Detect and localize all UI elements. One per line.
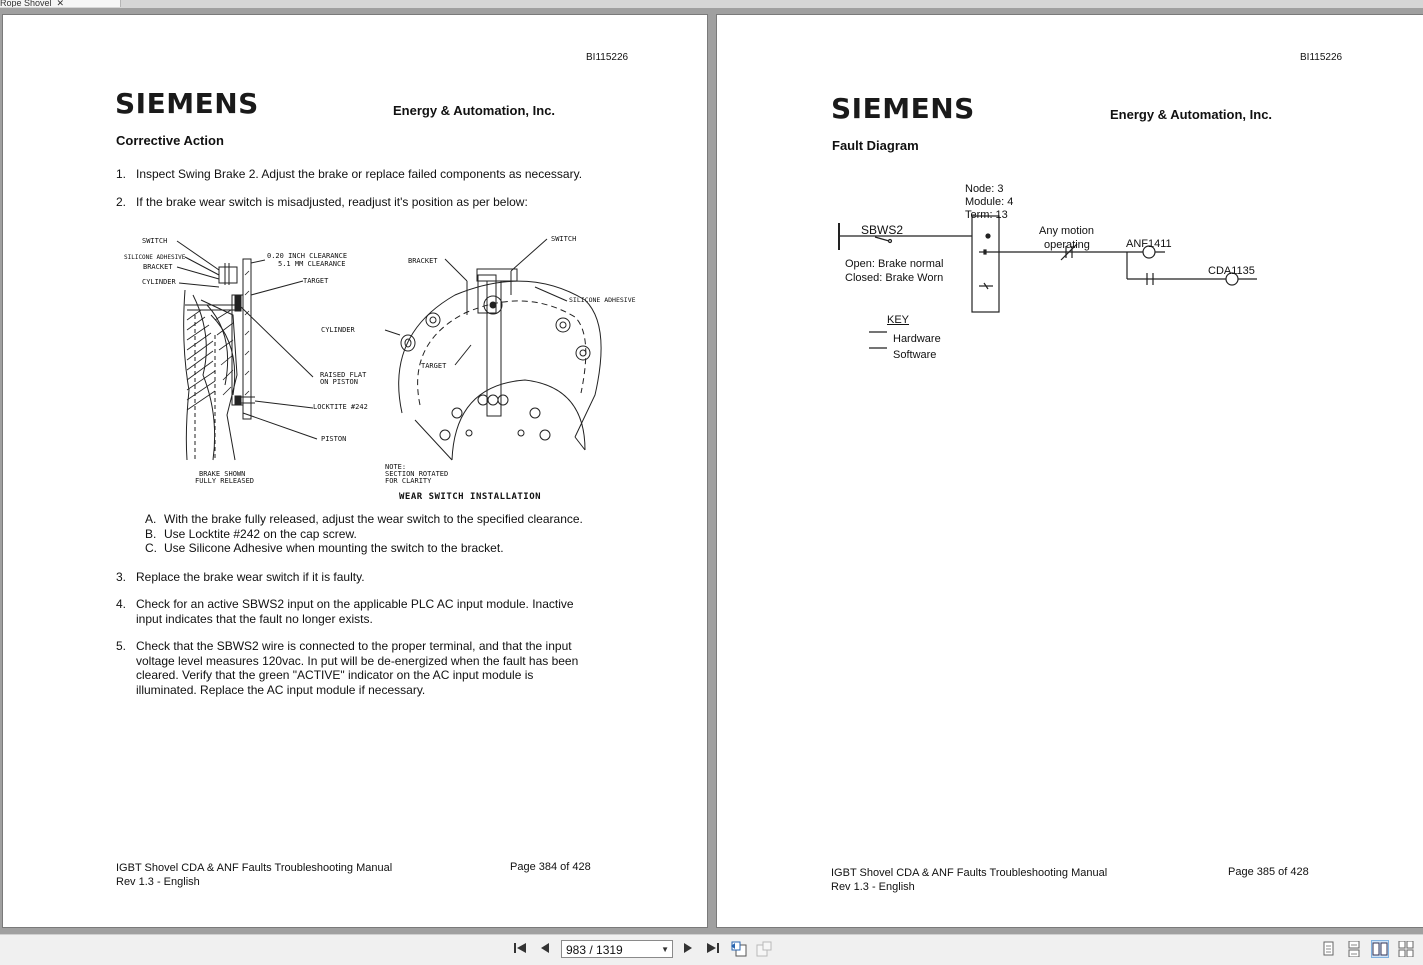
section-heading: Corrective Action bbox=[116, 133, 224, 148]
single-page-view-button[interactable] bbox=[1320, 941, 1336, 957]
continuous-icon bbox=[1346, 941, 1362, 957]
previous-view-button[interactable] bbox=[729, 941, 749, 959]
label-switch-right: SWITCH bbox=[551, 235, 577, 243]
step-text: Check for an active SBWS2 input on the applicable PLC AC input module. Inactive input indicates that the fault no longer exists. bbox=[136, 597, 574, 626]
left-page bbox=[3, 15, 707, 927]
label-bracket-right: BRACKET bbox=[408, 257, 438, 265]
step-number: 1. bbox=[116, 167, 127, 181]
right-page bbox=[717, 15, 1423, 927]
coil-cda1135: CDA1135 bbox=[1208, 265, 1255, 277]
substep-letter: B. bbox=[145, 527, 157, 541]
substep-text: With the brake fully released, adjust the wear switch to the specified clearance. bbox=[164, 512, 583, 526]
step-text: If the brake wear switch is misadjusted, readjust it's position as per below: bbox=[136, 195, 528, 209]
label-silicone-right: SILICONE ADHESIVE bbox=[569, 296, 636, 304]
wear-switch-drawing bbox=[115, 215, 635, 505]
wear-switch-figure bbox=[115, 215, 635, 505]
substep-letter: C. bbox=[145, 541, 157, 555]
step-number: 4. bbox=[116, 597, 127, 611]
label-silicone-left: SILICONE ADHESIVE bbox=[124, 254, 186, 261]
step-text: Replace the brake wear switch if it is faulty. bbox=[136, 570, 365, 584]
previous-page-button[interactable] bbox=[536, 941, 554, 959]
facing-icon bbox=[1372, 941, 1388, 957]
previous-page-icon bbox=[538, 941, 552, 955]
label-locktite: LOCKTITE #242 bbox=[313, 403, 368, 411]
fault-diagram bbox=[827, 165, 1287, 361]
label-note: NOTE: bbox=[385, 463, 407, 471]
footer-revision: Rev 1.3 - English bbox=[831, 881, 915, 893]
footer-page-number: Page 384 of 428 bbox=[510, 861, 591, 873]
first-page-icon bbox=[512, 941, 528, 955]
siemens-logo: SIEMENS bbox=[831, 92, 975, 125]
label-bracket-left: BRACKET bbox=[143, 263, 173, 271]
term-label: Term: 13 bbox=[965, 209, 1008, 221]
key-hardware: Hardware bbox=[893, 333, 941, 345]
label-brake-shown: BRAKE SHOWN bbox=[199, 470, 246, 478]
navigation-toolbar bbox=[0, 934, 1423, 965]
footer-page-number: Page 385 of 428 bbox=[1228, 866, 1309, 878]
step-text: Check that the SBWS2 wire is connected to the proper terminal, and that the input voltage level measures 120vac. In put will be de-energized when the fault has been cleared. Verify that the green "ACTIVE" indicator on the AC input module is illuminated. Replace the AC input module if necessary. bbox=[136, 639, 579, 697]
label-cylinder-left: CYLINDER bbox=[142, 278, 176, 286]
continuous-facing-icon bbox=[1398, 941, 1414, 957]
first-page-button[interactable] bbox=[510, 941, 530, 959]
continuous-facing-view-button[interactable] bbox=[1398, 941, 1414, 957]
substep-text: Use Locktite #242 on the cap screw. bbox=[164, 527, 357, 541]
footer-title: IGBT Shovel CDA & ANF Faults Troubleshooting Manual bbox=[831, 867, 1108, 879]
document-tab-title: Rope Shovel bbox=[0, 0, 52, 7]
previous-view-icon bbox=[730, 941, 748, 957]
page-number-input[interactable] bbox=[561, 940, 673, 958]
label-piston: PISTON bbox=[321, 435, 347, 443]
next-view-button[interactable] bbox=[754, 941, 774, 959]
step-text: Inspect Swing Brake 2. Adjust the brake or replace failed components as necessary. bbox=[136, 167, 583, 181]
open-state-label: Open: Brake normal bbox=[845, 258, 944, 270]
chevron-down-icon[interactable]: ▼ bbox=[661, 945, 669, 954]
company-name: Energy & Automation, Inc. bbox=[393, 103, 556, 118]
next-view-icon bbox=[755, 941, 773, 957]
key-software: Software bbox=[893, 349, 937, 361]
step-number: 2. bbox=[116, 195, 127, 209]
last-page-button[interactable] bbox=[703, 941, 723, 959]
module-label: Module: 4 bbox=[965, 196, 1014, 208]
label-target-left: TARGET bbox=[303, 277, 329, 285]
label-section-rotated: SECTION ROTATED bbox=[385, 470, 449, 478]
label-switch-left: SWITCH bbox=[142, 237, 168, 245]
substep-text: Use Silicone Adhesive when mounting the switch to the bracket. bbox=[164, 541, 504, 555]
closed-state-label: Closed: Brake Worn bbox=[845, 272, 944, 284]
doc-number: BI115226 bbox=[1300, 52, 1343, 63]
footer-title: IGBT Shovel CDA & ANF Faults Troubleshooting Manual bbox=[116, 862, 393, 874]
tab-strip bbox=[0, 0, 1423, 8]
facing-view-button[interactable] bbox=[1372, 941, 1388, 957]
node-label: Node: 3 bbox=[965, 183, 1004, 195]
label-cylinder-mid: CYLINDER bbox=[321, 326, 355, 334]
last-page-icon bbox=[705, 941, 721, 955]
company-name: Energy & Automation, Inc. bbox=[1110, 107, 1273, 122]
label-on-piston: ON PISTON bbox=[320, 378, 358, 386]
substep-letter: A. bbox=[145, 512, 157, 526]
motion-label-1: Any motion bbox=[1039, 225, 1095, 237]
document-tab[interactable]: Rope Shovel ✕ bbox=[0, 0, 121, 7]
label-for-clarity: FOR CLARITY bbox=[385, 477, 432, 485]
step-number: 5. bbox=[116, 639, 127, 653]
next-page-icon bbox=[681, 941, 695, 955]
step-number: 3. bbox=[116, 570, 127, 584]
label-clearance-mm: 5.1 MM CLEARANCE bbox=[278, 260, 346, 268]
doc-number: BI115226 bbox=[586, 52, 629, 63]
footer-revision: Rev 1.3 - English bbox=[116, 876, 200, 888]
label-raised-flat: RAISED FLAT bbox=[320, 371, 367, 379]
single-page-icon bbox=[1320, 941, 1336, 957]
coil-anf1411: ANF1411 bbox=[1126, 238, 1172, 250]
input-tag-sbws2: SBWS2 bbox=[861, 223, 904, 237]
key-title: KEY bbox=[887, 314, 910, 326]
section-heading: Fault Diagram bbox=[832, 138, 919, 153]
motion-label-2: operating bbox=[1044, 239, 1090, 251]
continuous-view-button[interactable] bbox=[1346, 941, 1362, 957]
label-fully-released: FULLY RELEASED bbox=[195, 477, 255, 485]
next-page-button[interactable] bbox=[679, 941, 697, 959]
siemens-logo: SIEMENS bbox=[115, 87, 259, 120]
page-footer bbox=[116, 861, 392, 889]
page-number-value: 983 / 1319 bbox=[566, 943, 623, 957]
label-target-right: TARGET bbox=[421, 362, 447, 370]
label-clearance-inch: 0.20 INCH CLEARANCE bbox=[267, 252, 348, 260]
document-viewer[interactable] bbox=[0, 8, 1423, 934]
page-footer bbox=[831, 866, 1107, 894]
figure-title: WEAR SWITCH INSTALLATION bbox=[399, 492, 542, 502]
